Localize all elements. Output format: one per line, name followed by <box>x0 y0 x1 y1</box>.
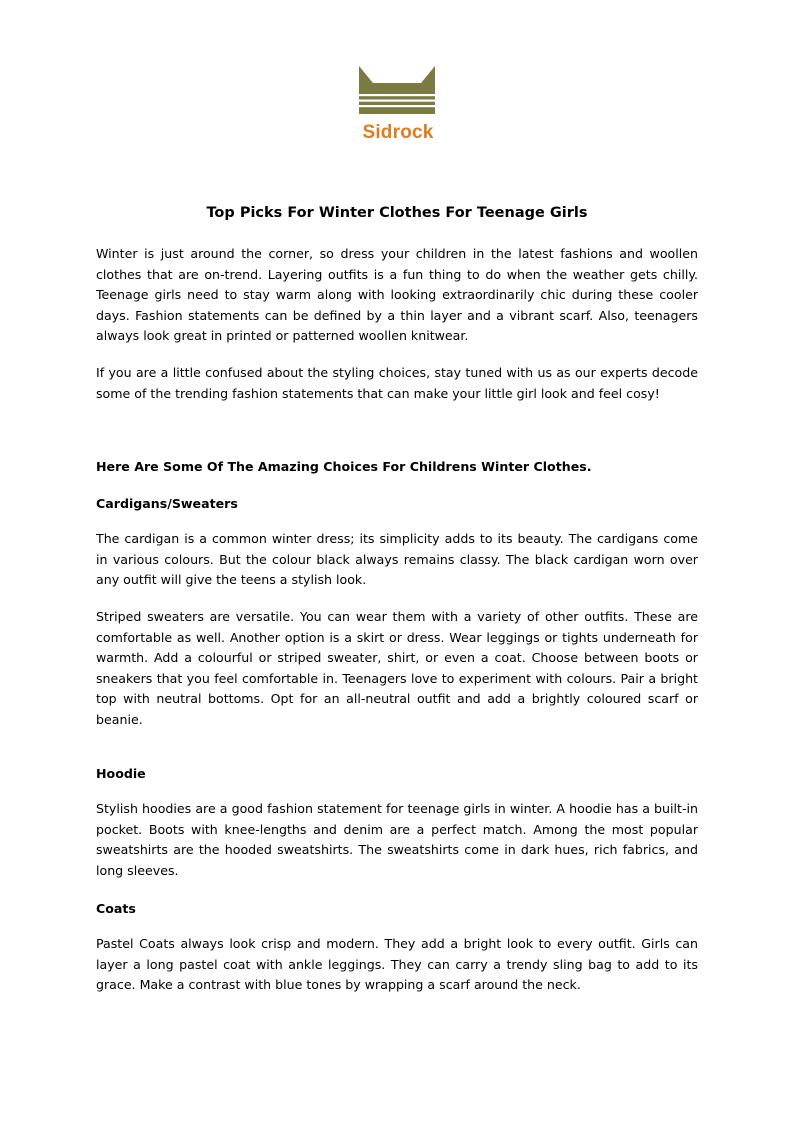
intro-paragraph-2: If you are a little confused about the styling choices, stay tuned with us as our experts decode some of the trending fashion statements that can make your little girl look and feel cosy! <box>96 365 698 401</box>
sidrock-logo <box>357 66 439 146</box>
cardigans-paragraph-2: Striped sweaters are versatile. You can wear them with a variety of other outfits. These are comfortable as well. Another option is a skirt or dress. Wear leggings or tights underneath for warmth. Add a colourful or striped sweater, shirt, or even a coat. Choose between boots or sneakers that you feel comfortable in. Teenagers love to experiment with colours. Pair a bright top with neutral bottoms. Opt for an all-neutral outfit and add a brightly coloured scarf or beanie. <box>96 609 698 727</box>
cardigans-heading: Cardigans/Sweaters <box>96 496 238 511</box>
coats-heading: Coats <box>96 901 136 916</box>
intro-paragraph-1: Winter is just around the corner, so dress your children in the latest fashions and woollen clothes that are on-trend. Layering outfits is a fun thing to do when the weather gets chilly. Teenage girls need to stay warm along with looking extraordinarily chic during these cooler days. Fashion statements can be defined by a thin layer and a vibrant scarf. Also, teenagers always look great in printed or patterned woollen knitwear. <box>96 246 698 344</box>
cat-ears-logo-icon <box>357 66 439 122</box>
coats-paragraph: Pastel Coats always look crisp and modern. They add a bright look to every outfit. Girls can layer a long pastel coat with ankle leggings. They can carry a trendy sling bag to add to its grace. Make a contrast with blue tones by wrapping a scarf around the neck. <box>96 936 698 993</box>
hoodie-heading: Hoodie <box>96 766 146 781</box>
logo-wordmark: Sidrock <box>362 122 434 143</box>
page-title: Top Picks For Winter Clothes For Teenage Girls <box>206 205 588 221</box>
section-heading: Here Are Some Of The Amazing Choices For Childrens Winter Clothes. <box>96 459 592 474</box>
hoodie-paragraph: Stylish hoodies are a good fashion statement for teenage girls in winter. A hoodie has a built-in pocket. Boots with knee-lengths and denim are a perfect match. Among the most popular sweatshirts are the hooded sweatshirts. The sweatshirts come in dark hues, rich fabrics, and long sleeves. <box>96 801 698 878</box>
cardigans-paragraph-1: The cardigan is a common winter dress; its simplicity adds to its beauty. The cardigans come in various colours. But the colour black always remains classy. The black cardigan worn over any outfit will give the teens a stylish look. <box>96 531 698 588</box>
